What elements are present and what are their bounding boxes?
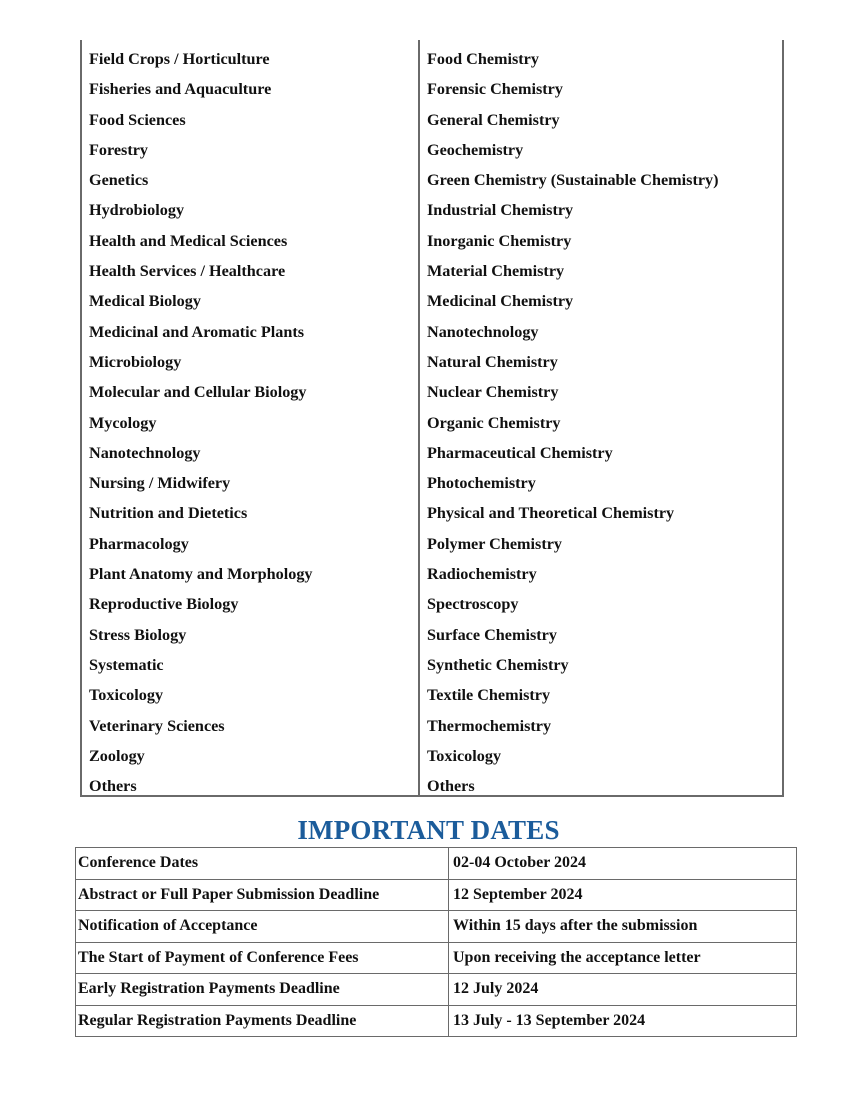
date-label: Early Registration Payments Deadline xyxy=(76,974,449,1006)
topic-item: Field Crops / Horticulture xyxy=(89,50,270,68)
topic-item: Genetics xyxy=(89,171,149,190)
topic-item: Industrial Chemistry xyxy=(427,201,574,220)
topic-item: Spectroscopy xyxy=(427,595,519,614)
topics-right-column xyxy=(420,40,782,795)
date-label: Conference Dates xyxy=(76,848,449,880)
table-row xyxy=(76,974,797,1006)
topic-item: Green Chemistry (Sustainable Chemistry) xyxy=(427,171,719,190)
topic-item: Medicinal Chemistry xyxy=(427,292,574,311)
topic-item: Nanotechnology xyxy=(427,322,539,341)
topic-item: Zoology xyxy=(89,746,145,765)
table-row xyxy=(76,911,797,943)
topic-item: Forensic Chemistry xyxy=(427,80,563,99)
topic-item: Reproductive Biology xyxy=(89,595,239,614)
topic-item: Fisheries and Aquaculture xyxy=(89,80,272,99)
topic-item: Toxicology xyxy=(427,746,502,765)
topic-item: Hydrobiology xyxy=(89,201,185,220)
topic-item: Nanotechnology xyxy=(89,443,201,462)
topic-item: Synthetic Chemistry xyxy=(427,655,569,674)
topic-item: Others xyxy=(427,777,475,796)
topic-item: Medicinal and Aromatic Plants xyxy=(89,322,305,341)
topics-table xyxy=(80,40,784,797)
topic-item: Textile Chemistry xyxy=(427,686,551,705)
topic-item: Systematic xyxy=(89,655,164,674)
date-value: 02-04 October 2024 xyxy=(449,848,797,880)
topic-item: Physical and Theoretical Chemistry xyxy=(427,504,675,523)
topic-item: Others xyxy=(89,777,137,796)
date-value: Upon receiving the acceptance letter xyxy=(449,942,797,974)
date-label: Notification of Acceptance xyxy=(76,911,449,943)
topic-item: Pharmacology xyxy=(89,534,189,553)
topic-item: Health and Medical Sciences xyxy=(89,231,288,250)
date-value: Within 15 days after the submission xyxy=(449,911,797,943)
table-row xyxy=(76,942,797,974)
topic-item: Food Sciences xyxy=(89,110,186,129)
important-dates-table xyxy=(75,847,797,1037)
topic-item: Microbiology xyxy=(89,352,182,371)
topics-left-column xyxy=(82,40,420,795)
topic-item: Stress Biology xyxy=(89,625,187,644)
date-label: The Start of Payment of Conference Fees xyxy=(76,942,449,974)
date-value: 12 July 2024 xyxy=(449,974,797,1006)
important-dates-heading: IMPORTANT DATES xyxy=(297,815,560,845)
topic-item: Organic Chemistry xyxy=(427,413,561,432)
topic-item: Health Services / Healthcare xyxy=(89,262,286,281)
date-label: Abstract or Full Paper Submission Deadline xyxy=(76,879,449,911)
topic-item: Toxicology xyxy=(89,686,164,705)
topic-item: Radiochemistry xyxy=(427,565,537,584)
table-row xyxy=(76,879,797,911)
topic-item: Natural Chemistry xyxy=(427,352,558,371)
topic-item: Forestry xyxy=(89,140,149,159)
topic-item: Molecular and Cellular Biology xyxy=(89,383,307,402)
topic-item: Nursing / Midwifery xyxy=(89,474,231,493)
topic-item: Material Chemistry xyxy=(427,262,565,281)
topic-item: Food Chemistry xyxy=(427,50,539,68)
topic-item: Polymer Chemistry xyxy=(427,534,563,553)
topic-item: Nuclear Chemistry xyxy=(427,383,559,402)
topic-item: Photochemistry xyxy=(427,474,536,493)
date-value: 13 July - 13 September 2024 xyxy=(449,1005,797,1037)
topic-item: Inorganic Chemistry xyxy=(427,231,572,250)
topic-item: Surface Chemistry xyxy=(427,625,557,644)
topic-item: Mycology xyxy=(89,413,157,432)
table-row xyxy=(76,848,797,880)
topic-item: Geochemistry xyxy=(427,140,524,159)
topic-item: Veterinary Sciences xyxy=(89,716,225,735)
topic-item: General Chemistry xyxy=(427,110,560,129)
table-row xyxy=(76,1005,797,1037)
topic-item: Thermochemistry xyxy=(427,716,552,735)
topic-item: Nutrition and Dietetics xyxy=(89,504,248,523)
topic-item: Plant Anatomy and Morphology xyxy=(89,565,313,584)
date-label: Regular Registration Payments Deadline xyxy=(76,1005,449,1037)
topic-item: Pharmaceutical Chemistry xyxy=(427,443,613,462)
topic-item: Medical Biology xyxy=(89,292,201,311)
date-value: 12 September 2024 xyxy=(449,879,797,911)
